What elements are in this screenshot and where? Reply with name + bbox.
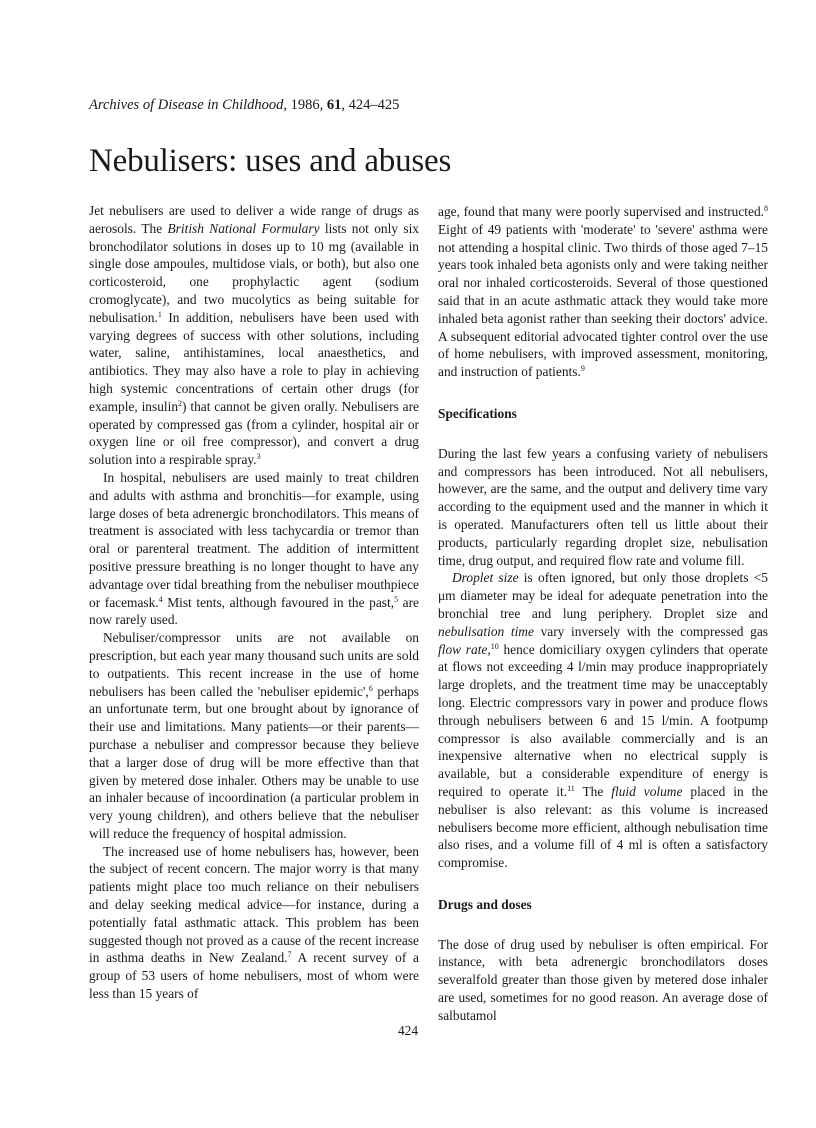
- section-heading-specifications: Specifications: [438, 405, 517, 421]
- left-column: [89, 202, 419, 1003]
- reference-marker: 4: [158, 594, 163, 604]
- paragraph: age, found that many were poorly supervised and instructed.$^8$ Eight of 49 patients with 'moderate' to 'severe' asthma were not attending a hospital clinic. Two thirds of those aged 7–15 years took inhaled beta agonists only and were taking neither oral nor inhaled corticosteroids. Several of those questioned said that in an acute asthmatic attack they would take more inhaled beta agonist rather than seeking their doctors' advice. A subsequent editorial advocated tighter control over the use of home nebulisers, with improved assessment, monitoring, and instruction of patients.$^9$: [438, 204, 768, 380]
- reference-marker: 1: [157, 309, 162, 319]
- reference-marker: 11: [567, 783, 575, 793]
- page-number: 424: [397, 1023, 419, 1038]
- article-title: Nebulisers: uses and abuses: [89, 143, 452, 179]
- paragraph: During the last few years a confusing variety of nebulisers and compressors has been introduced. Not all nebulisers, however, are the same, and the output and delivery time vary according to the equipment used and the manner in which it is operated. Manufacturers often tell us little about their products, particularly regarding droplet size, nebulisation time, drug output, and required flow rate and volume fill.: [438, 445, 768, 568]
- paragraph: Droplet size is often ignored, but only those droplets <5 μm diameter may be ideal for adequate penetration into the bronchial tree and lung periphery. Droplet size and nebulisation time vary inversely with the compressed gas flow rate,$^{10}$ hence domiciliary oxygen cylinders that operate at flows not exceeding 4 l/min may produce inappropriately large droplets, and the treatment time may be unacceptably long. Electric compressors vary in power and produce flows through nebulisers between 6 and 15 l/min. A footpump compressor is also available commercially and is an inexpensive alternative when no electrical supply is available, but a considerable expenditure of energy is required to operate it.$^{11}$ The fluid volume placed in the nebuliser is also relevant: as this volume is increased nebulisers become more efficient, although nebulisation time also rises, and a volume fill of 4 ml is often a satisfactory compromise.: [438, 570, 768, 871]
- right-column: [438, 203, 768, 1025]
- reference-marker: 5: [394, 594, 399, 604]
- journal-name: Archives of Disease in Childhood: [89, 97, 284, 113]
- paragraph: The dose of drug used by nebuliser is often empirical. For instance, with beta adrenergic bronchodilators doses severalfold greater than those given by metered dose inhaler are used, sometimes for no good reason. An average dose of salbutamol: [438, 936, 768, 1023]
- reference-marker: 9: [580, 364, 585, 374]
- paragraph: Nebuliser/compressor units are not available on prescription, but each year many thousand such units are sold to outpatients. This recent increase in the use of home nebulisers has been called the 'nebuliser epidemic',$^6$ perhaps an unfortunate term, but one brought about by ignorance of their use and limitations. Many patients—or their parents—purchase a nebuliser and compressor because they believe that a larger dose of drug will be more effective than that given by metered dose inhaler. Others may be unable to use an inhaler because of incoordination (a particular problem in very young children), and others believe that the nebuliser will reduce the frequency of hospital admission.: [89, 630, 419, 841]
- paragraph: Jet nebulisers are used to deliver a wide range of drugs as aerosols. The British National Formulary lists not only six bronchodilator solutions in doses up to 10 mg (available in single dose ampoules, multidose vials, or both), but also one corticosteroid, one prophylactic agent (sodium cromoglycate), and two mucolytics as being suitable for nebulisation.$^1$ In addition, nebulisers have been used with varying degrees of success with other solutions, including water, saline, antihistamines, local anaesthetics, and antibiotics. They may also have a role to play in achieving high systemic concentrations of certain other drugs (for example, insulin$^2$) that cannot be given orally. Nebulisers are operated by compressed gas (from a cylinder, hospital air or oxygen line or oil free compressor), and convert a drug solution into a respirable spray.$^3$: [89, 203, 419, 468]
- section-heading-drugs-and-doses: Drugs and doses: [438, 896, 532, 912]
- reference-marker: 2: [178, 398, 183, 408]
- reference-marker: 10: [490, 641, 499, 651]
- reference-marker: 6: [368, 683, 373, 693]
- journal-citation: [89, 96, 399, 114]
- reference-marker: 7: [287, 950, 292, 960]
- journal-pages: , 424–425: [341, 97, 400, 113]
- paragraph: The increased use of home nebulisers has, however, been the subject of recent concern. The major worry is that many patients might place too much reliance on their nebulisers and delay seeking medical advice—for instance, during a potentially fatal asthmatic attack. This problem has been suggested though not proved as a cause of the recent increase in asthma deaths in New Zealand.$^7$ A recent survey of a group of 53 users of home nebulisers, most of whom were less than 15 years of: [89, 843, 419, 1002]
- reference-marker: 3: [256, 452, 261, 462]
- journal-volume: 61: [326, 97, 342, 113]
- reference-marker: 8: [764, 204, 768, 213]
- paragraph: In hospital, nebulisers are used mainly to treat children and adults with asthma and bronchitis—for example, using large doses of beta adrenergic bronchodilators. This means of treatment is associated with less tachycardia or tremor than oral or parenteral treatment. The addition of intermittent positive pressure breathing is no longer thought to have any advantage over tidal breathing from the nebuliser mouthpiece or facemask.$^4$ Mist tents, although favoured in the past,$^5$ are now rarely used.: [89, 469, 419, 628]
- journal-year: , 1986,: [283, 97, 327, 113]
